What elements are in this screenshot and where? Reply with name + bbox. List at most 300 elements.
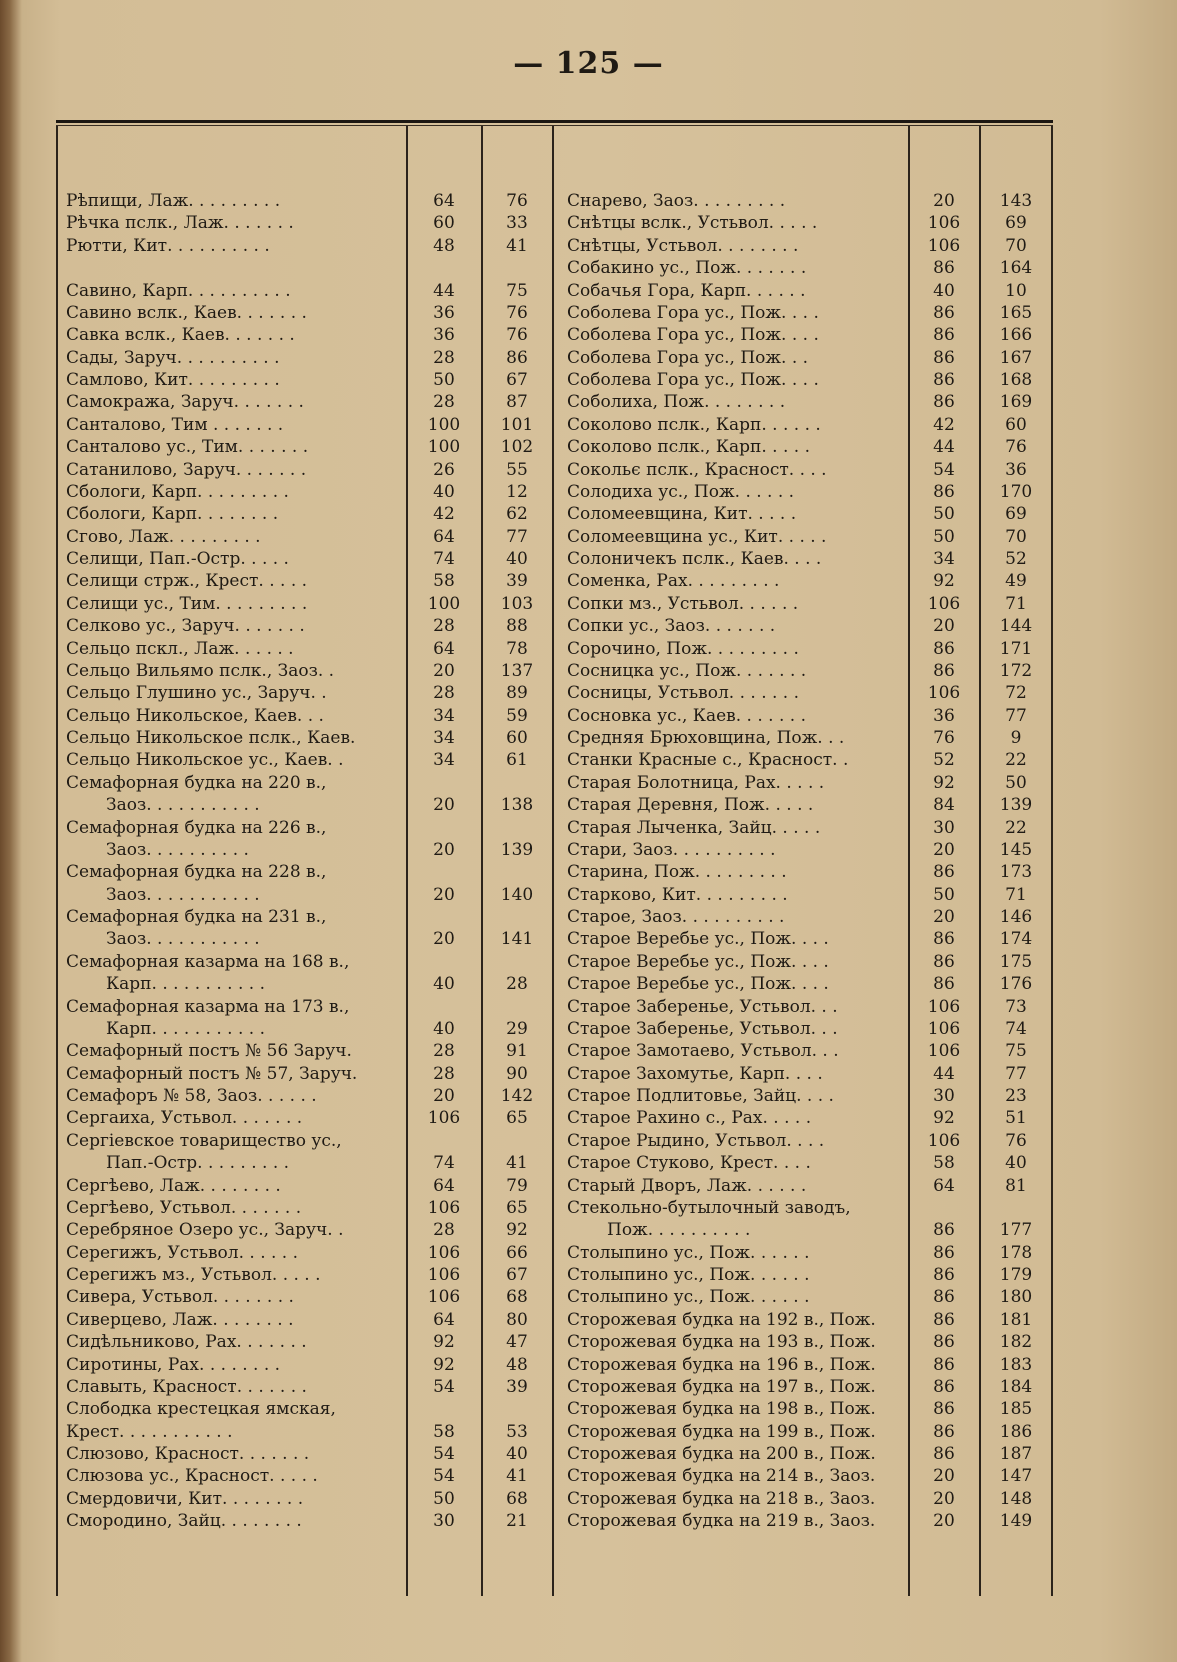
- right-entry-name: Сторожевая будка на 214 в., Заоз.: [567, 1466, 876, 1487]
- right-entry-number-2: 9: [1010, 728, 1022, 748]
- right-entry-number-2: 178: [999, 1242, 1033, 1263]
- right-entry-name: Старое Захомутье, Карп. . . .: [567, 1063, 823, 1084]
- right-entry-number-2: 176: [999, 974, 1033, 995]
- left-entry-number-2: 66: [506, 1242, 528, 1263]
- right-entry-number-1: 106: [927, 235, 961, 256]
- left-entry-name: Серегижъ, Устьвол. . . . . .: [66, 1242, 299, 1263]
- right-entry-name: Сопки мз., Устьвол. . . . . .: [567, 593, 799, 614]
- left-number-column-1: [410, 190, 478, 1533]
- left-entry-number-1: 50: [433, 1488, 455, 1509]
- left-entry-number-2: 48: [506, 1354, 528, 1375]
- right-entry-number-1: 54: [933, 459, 955, 480]
- right-entry-number-1: 86: [933, 258, 955, 279]
- left-entry-number-2: 79: [506, 1175, 528, 1196]
- right-entry-number-2: 171: [999, 638, 1033, 659]
- left-entry-number-2: 40: [506, 549, 528, 569]
- left-entry-name: Сидѣльниково, Рах. . . . . . .: [66, 1332, 307, 1353]
- left-entry-number-2: 141: [500, 929, 534, 950]
- right-entry-number-2: 69: [1005, 213, 1027, 234]
- left-entry-number-1: 28: [433, 683, 455, 704]
- left-entry-name: Семафоръ № 58, Заоз. . . . . .: [66, 1086, 317, 1106]
- right-entry-number-1: 50: [933, 884, 955, 905]
- left-entry-number-1: 100: [427, 437, 461, 458]
- right-entry-number-2: 167: [999, 347, 1033, 368]
- left-entry-name: Савино вслк., Каев. . . . . . .: [66, 302, 307, 323]
- left-entry-name: Сгово, Лаж. . . . . . . . .: [66, 526, 261, 547]
- left-entry-number-2: 33: [506, 213, 528, 234]
- left-entry-number-1: 48: [433, 235, 455, 256]
- left-entry-number-2: 91: [506, 1041, 528, 1062]
- left-entry-number-1: 54: [433, 1466, 455, 1487]
- left-entry-name: Семафорная казарма на 173 в.,: [66, 996, 350, 1017]
- right-entry-number-1: 20: [933, 907, 955, 927]
- left-entry-number-1: 92: [433, 1332, 455, 1353]
- left-entry-name: Смородино, Зайц. . . . . . . .: [66, 1511, 302, 1532]
- left-entry-number-2: 76: [506, 191, 528, 211]
- right-entry-number-1: 30: [933, 817, 955, 838]
- right-entry-number-2: 164: [999, 258, 1033, 279]
- right-entry-name: Старое Заберенье, Устьвол. . .: [567, 1018, 838, 1039]
- right-entry-name: Сорочино, Пож. . . . . . . . .: [567, 638, 799, 659]
- left-entry-name: Самокража, Заруч. . . . . . .: [66, 392, 304, 413]
- left-entry-name: Заоз. . . . . . . . . . .: [106, 884, 260, 905]
- left-entry-number-1: 28: [433, 1063, 455, 1084]
- right-entry-number-1: 44: [933, 437, 955, 458]
- left-entry-number-1: 34: [433, 728, 455, 748]
- left-entry-number-1: 64: [433, 638, 455, 659]
- right-entry-number-1: 36: [933, 705, 955, 726]
- right-entry-number-2: 168: [999, 370, 1033, 390]
- right-entry-name: Сосницы, Устьвол. . . . . . .: [567, 683, 800, 704]
- right-entry-number-1: 86: [933, 1265, 955, 1285]
- right-entry-number-2: 146: [999, 907, 1033, 927]
- left-entry-name: Сергѣево, Лаж. . . . . . . .: [66, 1175, 281, 1196]
- left-entry-number-2: 21: [506, 1511, 528, 1532]
- left-entry-name: Заоз. . . . . . . . . .: [106, 839, 249, 860]
- right-entry-number-2: 77: [1005, 1063, 1027, 1084]
- left-entry-number-2: 139: [500, 839, 534, 860]
- left-entry-name: Семафорная казарма на 168 в.,: [66, 951, 350, 972]
- right-entry-number-1: 106: [927, 1018, 961, 1039]
- right-number-column-1: [912, 190, 976, 1533]
- right-entry-number-2: 74: [1005, 1018, 1027, 1039]
- left-entry-number-2: 102: [500, 437, 534, 458]
- right-entry-name: Сокольє пслк., Красност. . . .: [567, 459, 827, 480]
- left-entry-number-1: [410, 906, 478, 928]
- left-entry-number-1: 74: [433, 1153, 455, 1174]
- right-entry-name: Соломеевщина ус., Кит. . . . .: [567, 526, 827, 547]
- right-entry-number-1: 20: [933, 1488, 955, 1509]
- column-divider: [552, 126, 554, 1596]
- column-divider: [56, 126, 58, 1596]
- right-entry-number-1: 44: [933, 1063, 955, 1084]
- right-entry-name: Соболева Гора ус., Пож. . . .: [567, 370, 819, 390]
- right-entry-name: Соменка, Рах. . . . . . . . .: [567, 571, 780, 592]
- right-entry-number-2: 81: [1005, 1175, 1027, 1196]
- right-entry-name: Соболева Гора ус., Пож. . . .: [567, 302, 819, 323]
- right-entry-number-2: 23: [1005, 1086, 1027, 1106]
- right-entry-number-1: 86: [933, 660, 955, 681]
- left-entry-number-2: 138: [500, 795, 534, 816]
- right-entry-name: Снѣтцы, Устьвол. . . . . . . .: [567, 235, 799, 256]
- left-entry-number-2: [485, 257, 549, 279]
- right-entry-number-2: 70: [1005, 526, 1027, 547]
- left-entry-name: Заоз. . . . . . . . . . .: [106, 929, 260, 950]
- left-entry-name: Серегижъ мз., Устьвол. . . . .: [66, 1265, 321, 1285]
- right-entry-number-2: 182: [999, 1332, 1033, 1353]
- left-entry-number-2: 67: [506, 370, 528, 390]
- right-entry-number-1: 20: [933, 1511, 955, 1532]
- right-entry-number-1: 86: [933, 481, 955, 502]
- top-rule: [56, 120, 1053, 123]
- right-entry-name: Соколово пслк., Карп. . . . .: [567, 437, 810, 458]
- right-entry-name: Старое Заберенье, Устьвол. . .: [567, 996, 838, 1017]
- right-entry-name: Сторожевая будка на 193 в., Пож.: [567, 1332, 876, 1353]
- right-entry-number-1: 86: [933, 302, 955, 323]
- right-entry-number-1: 92: [933, 772, 955, 793]
- right-entry-name: Столыпино ус., Пож. . . . . .: [567, 1287, 810, 1308]
- right-entry-number-1: 86: [933, 1444, 955, 1464]
- left-entry-number-2: 65: [506, 1108, 528, 1129]
- left-entry-number-1: 34: [433, 705, 455, 726]
- right-entry-number-1: [912, 1197, 976, 1219]
- right-entry-number-2: 172: [999, 660, 1033, 681]
- right-entry-name: Старая Болотница, Рах. . . . .: [567, 772, 825, 793]
- left-entry-number-1: 26: [433, 459, 455, 480]
- left-entry-number-2: 41: [506, 1153, 528, 1174]
- left-entry-name: Крест. . . . . . . . . . .: [66, 1421, 233, 1442]
- right-entry-number-2: 149: [999, 1511, 1033, 1532]
- right-entry-name: Старое Рыдино, Устьвол. . . .: [567, 1130, 825, 1151]
- right-entry-number-1: 106: [927, 213, 961, 234]
- right-entry-number-2: 183: [999, 1354, 1033, 1375]
- left-entry-number-2: 75: [506, 280, 528, 301]
- right-entry-name: Старое Веребье ус., Пож. . . .: [567, 974, 829, 995]
- left-entry-number-1: 58: [433, 1421, 455, 1442]
- left-entry-name: Савка вслк., Каев. . . . . . .: [66, 325, 295, 346]
- right-entry-number-2: 174: [999, 929, 1033, 950]
- left-entry-name: Сатанилово, Заруч. . . . . . .: [66, 459, 307, 480]
- left-entry-number-1: 58: [433, 571, 455, 592]
- right-entry-name: Солоничекъ пслк., Каев. . . .: [567, 549, 822, 569]
- left-entry-name: Самлово, Кит. . . . . . . . .: [66, 370, 280, 390]
- left-entry-number-1: 28: [433, 392, 455, 413]
- left-entry-name: Сельцо пскл., Лаж. . . . . .: [66, 638, 294, 659]
- right-entry-number-2: 187: [999, 1444, 1033, 1464]
- left-entry-name: Сиротины, Рах. . . . . . . .: [66, 1354, 281, 1375]
- left-entry-name: [66, 257, 402, 279]
- right-entry-number-2: 73: [1005, 996, 1027, 1017]
- right-entry-number-1: 58: [933, 1153, 955, 1174]
- right-entry-name: Соколово пслк., Карп. . . . . .: [567, 414, 821, 435]
- right-entry-name: Соболева Гора ус., Пож. . .: [567, 347, 809, 368]
- right-name-column: [567, 190, 905, 1533]
- left-entry-name: Сергіевское товарищество ус.,: [66, 1130, 342, 1151]
- left-entry-name: Сергаиха, Устьвол. . . . . . .: [66, 1108, 303, 1129]
- left-entry-number-2: 87: [506, 392, 528, 413]
- column-divider: [979, 126, 981, 1596]
- right-entry-number-2: 147: [999, 1466, 1033, 1487]
- right-entry-number-2: 36: [1005, 459, 1027, 480]
- left-entry-name: Рѣпищи, Лаж. . . . . . . . .: [66, 191, 281, 211]
- right-entry-number-1: 106: [927, 683, 961, 704]
- left-entry-name: Сбологи, Карп. . . . . . . . .: [66, 481, 289, 502]
- left-number-column-2: [485, 190, 549, 1533]
- right-entry-number-1: 86: [933, 1242, 955, 1263]
- left-entry-number-1: 106: [427, 1265, 461, 1285]
- right-entry-number-1: 86: [933, 1220, 955, 1241]
- right-entry-name: Собакино ус., Пож. . . . . . .: [567, 258, 807, 279]
- left-entry-name: Заоз. . . . . . . . . . .: [106, 795, 260, 816]
- right-entry-number-2: 71: [1005, 884, 1027, 905]
- right-entry-number-2: 77: [1005, 705, 1027, 726]
- right-entry-number-1: 34: [933, 549, 955, 569]
- left-entry-number-2: 41: [506, 1466, 528, 1487]
- right-entry-number-1: 20: [933, 839, 955, 860]
- right-entry-number-2: 145: [999, 839, 1033, 860]
- left-entry-number-2: 142: [500, 1086, 534, 1106]
- left-entry-name: Селищи стрж., Крест. . . . .: [66, 571, 308, 592]
- left-entry-number-2: 53: [506, 1421, 528, 1442]
- left-entry-number-1: 106: [427, 1242, 461, 1263]
- right-entry-number-1: 106: [927, 1130, 961, 1151]
- left-entry-name: Семафорная будка на 228 в.,: [66, 862, 327, 883]
- right-entry-name: Старая Деревня, Пож. . . . .: [567, 795, 814, 816]
- left-entry-number-2: 41: [506, 235, 528, 256]
- left-entry-name: Рютти, Кит. . . . . . . . . .: [66, 235, 270, 256]
- right-entry-name: Собачья Гора, Карп. . . . . .: [567, 280, 806, 301]
- right-entry-number-1: 64: [933, 1175, 955, 1196]
- right-entry-name: Старина, Пож. . . . . . . . .: [567, 862, 787, 883]
- right-entry-number-1: 86: [933, 1376, 955, 1397]
- left-entry-name: Смердовичи, Кит. . . . . . . .: [66, 1488, 304, 1509]
- left-entry-number-2: 140: [500, 884, 534, 905]
- left-entry-name: Сады, Заруч. . . . . . . . . .: [66, 347, 280, 368]
- right-entry-number-2: 166: [999, 325, 1033, 346]
- left-entry-number-2: 59: [506, 705, 528, 726]
- left-entry-number-2: [485, 906, 549, 928]
- left-entry-name: Сергѣево, Устьвол. . . . . . .: [66, 1197, 302, 1218]
- left-entry-number-1: 28: [433, 1220, 455, 1241]
- right-entry-number-1: 86: [933, 929, 955, 950]
- left-entry-number-1: 64: [433, 1309, 455, 1330]
- left-entry-number-2: 60: [506, 728, 528, 748]
- right-entry-name: Сторожевая будка на 199 в., Пож.: [567, 1421, 876, 1442]
- right-entry-name: Пож. . . . . . . . . .: [607, 1220, 751, 1241]
- left-entry-name: Санталово, Тим . . . . . . .: [66, 414, 284, 435]
- left-entry-number-1: [410, 1130, 478, 1152]
- right-entry-number-1: 86: [933, 370, 955, 390]
- left-entry-number-1: 44: [433, 280, 455, 301]
- left-entry-number-1: [410, 817, 478, 839]
- left-entry-number-1: 92: [433, 1354, 455, 1375]
- left-entry-number-1: 106: [427, 1287, 461, 1308]
- left-entry-name: Серебряное Озеро ус., Заруч. .: [66, 1220, 344, 1241]
- top-rule-thin: [56, 125, 1053, 126]
- left-entry-number-2: [485, 951, 549, 973]
- left-entry-number-2: 39: [506, 1376, 528, 1397]
- right-entry-name: Снѣтцы вслк., Устьвол. . . . .: [567, 213, 818, 234]
- left-entry-name: Слободка крестецкая ямская,: [66, 1399, 336, 1420]
- right-entry-number-2: 186: [999, 1421, 1033, 1442]
- left-entry-name: Сиверцево, Лаж. . . . . . . .: [66, 1309, 294, 1330]
- right-entry-number-2: 51: [1005, 1108, 1027, 1129]
- left-entry-number-1: 28: [433, 1041, 455, 1062]
- right-entry-number-1: 86: [933, 347, 955, 368]
- left-entry-number-2: 77: [506, 526, 528, 547]
- right-entry-number-2: 169: [999, 392, 1033, 413]
- left-entry-name: Сельцо Никольское ус., Каев. .: [66, 750, 344, 771]
- right-entry-number-1: 92: [933, 571, 955, 592]
- left-entry-number-2: 39: [506, 571, 528, 592]
- right-entry-number-1: 84: [933, 795, 955, 816]
- left-entry-number-1: [410, 772, 478, 794]
- right-entry-name: Соболева Гора ус., Пож. . . .: [567, 325, 819, 346]
- right-entry-number-2: 22: [1005, 750, 1027, 771]
- right-entry-number-1: 86: [933, 1399, 955, 1420]
- right-entry-name: Старое, Заоз. . . . . . . . . .: [567, 907, 785, 927]
- left-entry-name: Слюзово, Красност. . . . . . .: [66, 1444, 310, 1464]
- right-entry-name: Сторожевая будка на 219 в., Заоз.: [567, 1511, 876, 1532]
- left-entry-number-2: 78: [506, 638, 528, 659]
- right-entry-name: Соломеевщина, Кит. . . . .: [567, 504, 797, 525]
- left-entry-number-1: 28: [433, 616, 455, 637]
- left-entry-number-1: 40: [433, 974, 455, 995]
- right-entry-name: Соболиха, Пож. . . . . . . .: [567, 392, 786, 413]
- right-entry-number-1: 20: [933, 616, 955, 637]
- left-entry-number-2: [485, 996, 549, 1018]
- right-entry-name: Стекольно-бутылочный заводъ,: [567, 1197, 851, 1218]
- left-entry-number-1: 50: [433, 370, 455, 390]
- left-entry-number-2: 76: [506, 302, 528, 323]
- right-entry-number-2: 76: [1005, 1130, 1027, 1151]
- left-entry-number-2: 137: [500, 660, 534, 681]
- right-entry-number-1: 20: [933, 191, 955, 211]
- left-entry-number-1: 74: [433, 549, 455, 569]
- right-entry-number-1: 106: [927, 1041, 961, 1062]
- right-entry-name: Старое Рахино с., Рах. . . . .: [567, 1108, 812, 1129]
- left-entry-name: Сельцо Глушино ус., Заруч. .: [66, 683, 327, 704]
- left-entry-number-2: 89: [506, 683, 528, 704]
- right-number-column-2: [983, 190, 1049, 1533]
- left-entry-name: Савино, Карп. . . . . . . . . .: [66, 280, 291, 301]
- right-entry-number-1: 76: [933, 728, 955, 748]
- left-entry-name: Сельцо Вильямо пслк., Заоз. .: [66, 660, 335, 681]
- left-entry-number-1: [410, 951, 478, 973]
- left-entry-number-2: 65: [506, 1197, 528, 1218]
- left-entry-number-1: [410, 996, 478, 1018]
- left-entry-number-2: [485, 861, 549, 883]
- left-entry-number-1: 20: [433, 795, 455, 816]
- right-entry-name: Средняя Брюховщина, Пож. . .: [567, 728, 845, 748]
- left-entry-name: Сельцо Никольское, Каев. . .: [66, 705, 324, 726]
- left-entry-name: Карп. . . . . . . . . . .: [106, 1018, 265, 1039]
- left-entry-number-2: 68: [506, 1287, 528, 1308]
- left-entry-number-2: [485, 1398, 549, 1420]
- right-entry-number-1: 86: [933, 1354, 955, 1375]
- left-entry-number-2: 12: [506, 481, 528, 502]
- left-entry-name: Семафорный постъ № 56 Заруч.: [66, 1041, 352, 1062]
- right-entry-number-2: 165: [999, 302, 1033, 323]
- right-entry-name: Сторожевая будка на 198 в., Пож.: [567, 1399, 876, 1420]
- left-entry-number-1: 36: [433, 302, 455, 323]
- right-entry-number-1: 86: [933, 392, 955, 413]
- left-entry-number-1: [410, 257, 478, 279]
- right-entry-number-1: 106: [927, 996, 961, 1017]
- left-entry-number-1: 20: [433, 660, 455, 681]
- right-entry-number-2: 22: [1005, 817, 1027, 838]
- left-entry-number-1: 54: [433, 1444, 455, 1464]
- left-entry-number-2: 68: [506, 1488, 528, 1509]
- right-entry-number-2: 72: [1005, 683, 1027, 704]
- right-entry-number-2: 49: [1005, 571, 1027, 592]
- right-entry-number-2: 52: [1005, 549, 1027, 569]
- right-entry-number-1: 52: [933, 750, 955, 771]
- left-entry-number-2: 101: [500, 414, 534, 435]
- column-divider: [406, 126, 408, 1596]
- right-entry-name: Старое Стуково, Крест. . . .: [567, 1153, 811, 1174]
- left-entry-number-2: 80: [506, 1309, 528, 1330]
- right-entry-number-1: 30: [933, 1086, 955, 1106]
- left-entry-number-1: 64: [433, 526, 455, 547]
- right-entry-name: Сосницка ус., Пож. . . . . . .: [567, 660, 807, 681]
- right-entry-number-1: 106: [927, 593, 961, 614]
- right-entry-name: Столыпино ус., Пож. . . . . .: [567, 1265, 810, 1285]
- right-entry-number-1: 86: [933, 325, 955, 346]
- left-entry-number-2: [485, 817, 549, 839]
- page-number: — 125 —: [513, 46, 664, 81]
- column-divider: [481, 126, 483, 1596]
- right-entry-number-2: 70: [1005, 235, 1027, 256]
- right-entry-number-2: 173: [999, 862, 1033, 883]
- left-entry-number-1: 28: [433, 347, 455, 368]
- left-entry-number-1: 64: [433, 191, 455, 211]
- right-entry-number-2: 139: [999, 795, 1033, 816]
- left-entry-number-1: 20: [433, 929, 455, 950]
- left-entry-number-2: [485, 1130, 549, 1152]
- right-entry-name: Сторожевая будка на 196 в., Пож.: [567, 1354, 876, 1375]
- right-entry-number-1: 86: [933, 974, 955, 995]
- left-entry-number-1: 20: [433, 839, 455, 860]
- left-entry-number-1: 20: [433, 884, 455, 905]
- right-entry-name: Столыпино ус., Пож. . . . . .: [567, 1242, 810, 1263]
- left-entry-number-1: [410, 1398, 478, 1420]
- right-entry-number-2: 143: [999, 191, 1033, 211]
- right-entry-number-1: 20: [933, 1466, 955, 1487]
- left-entry-number-2: 90: [506, 1063, 528, 1084]
- column-divider: [908, 126, 910, 1596]
- right-entry-number-1: 50: [933, 526, 955, 547]
- left-entry-number-2: 29: [506, 1018, 528, 1039]
- right-entry-name: Сторожевая будка на 218 в., Заоз.: [567, 1488, 876, 1509]
- left-entry-number-2: 88: [506, 616, 528, 637]
- right-entry-number-1: 86: [933, 638, 955, 659]
- left-entry-number-2: 55: [506, 459, 528, 480]
- left-entry-name: Селково ус., Заруч. . . . . . .: [66, 616, 305, 637]
- left-entry-number-2: 86: [506, 347, 528, 368]
- right-entry-number-2: 170: [999, 481, 1033, 502]
- right-entry-name: Старое Замотаево, Устьвол. . .: [567, 1041, 839, 1062]
- left-entry-name: Сельцо Никольское пслк., Каев.: [66, 728, 356, 748]
- right-entry-name: Сопки ус., Заоз. . . . . . .: [567, 616, 776, 637]
- left-entry-name: Санталово ус., Тим. . . . . . .: [66, 437, 309, 458]
- right-entry-number-1: 86: [933, 1421, 955, 1442]
- left-entry-name: Пап.-Остр. . . . . . . . .: [106, 1153, 290, 1174]
- left-entry-number-1: 64: [433, 1175, 455, 1196]
- right-entry-name: Солодиха ус., Пож. . . . . .: [567, 481, 795, 502]
- right-entry-number-1: 42: [933, 414, 955, 435]
- right-entry-number-2: 60: [1005, 414, 1027, 435]
